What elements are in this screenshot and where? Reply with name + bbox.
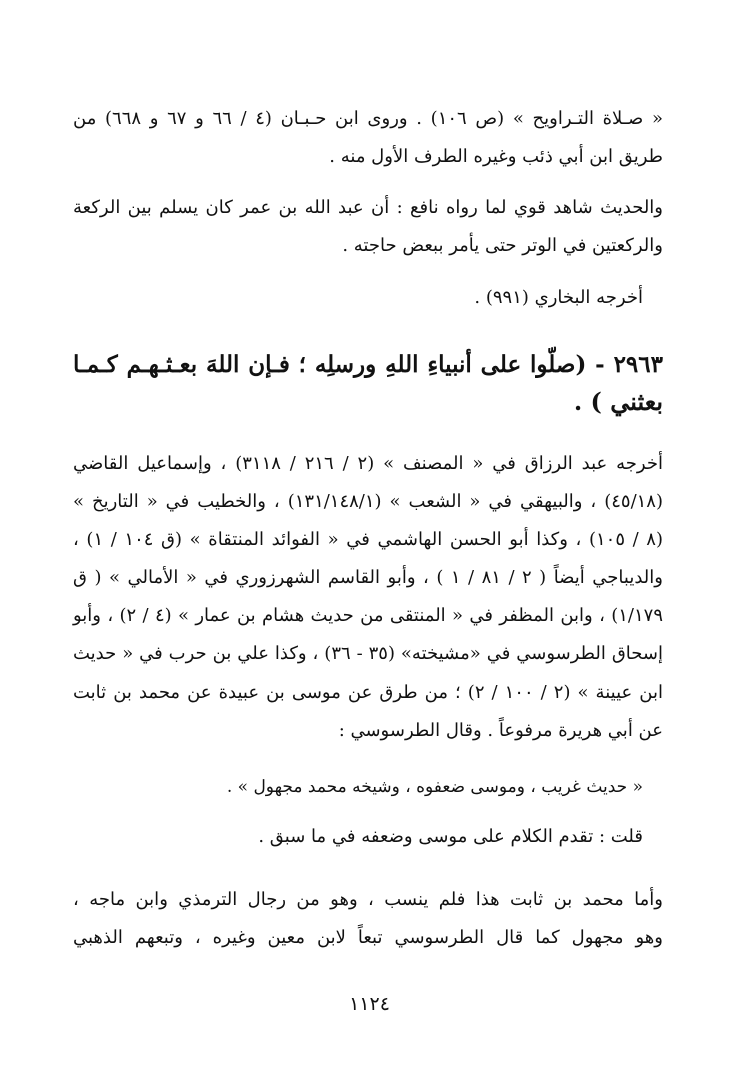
text-line: والديباجي أيضاً ( ٢ / ٨١ / ١ ) ، وأبو القاسم الشهرزوري في « الأمالي » ( ق — [73, 567, 663, 588]
text-line: وأما محمد بن ثابت هذا فلم ينسب ، وهو من رجال الترمذي وابن ماجه ، — [73, 889, 663, 910]
text-line: (٤٥/١٨) ، والبيهقي في « الشعب » (١٣١/١٤٨/١) ، والخطيب في « التاريخ » — [73, 491, 664, 512]
hadith-heading: بعثني ) . — [573, 387, 663, 416]
text-line: أخرجه البخاري (٩٩١) . — [474, 287, 643, 308]
text-line: « صـلاة التـراويح » (ص ١٠٦) . وروى ابن حـبـان (٤ / ٦٦ و ٦٧ و ٦٦٨) من — [73, 108, 664, 129]
text-line: والركعتين في الوتر حتى يأمر ببعض حاجته . — [342, 235, 663, 256]
text-line: أخرجه عبد الرزاق في « المصنف » (٢ / ٢١٦ / ٣١١٨) ، وإسماعيل القاضي — [73, 453, 663, 474]
text-line: عن أبي هريرة مرفوعاً . وقال الطرسوسي : — [338, 720, 663, 741]
quote-line: « حديث غريب ، وموسى ضعفوه ، وشيخه محمد مجهول » . — [226, 777, 643, 797]
text-line: قلت : تقدم الكلام على موسى وضعفه في ما سبق . — [258, 826, 643, 847]
text-line: إسحاق الطرسوسي في «مشيخته» (٣٥ - ٣٦) ، وكذا علي بن حرب في « حديث — [73, 643, 663, 664]
text-line: طريق ابن أبي ذئب وغيره الطرف الأول منه . — [329, 146, 663, 167]
text-line: ابن عيينة » (٢ / ١٠٠ / ٢) ؛ من طرق عن موسى بن عبيدة عن محمد بن ثابت — [73, 682, 663, 703]
hadith-heading: ٢٩٦٣ - (صلّوا على أنبياءِ اللهِ ورسلِه ؛ فـإن اللهَ بعـثـهـم كـمـا — [73, 351, 663, 378]
page-number: ١١٢٤ — [349, 993, 390, 1015]
text-line: (٨ / ١٠٥) ، وكذا أبو الحسن الهاشمي في « الفوائد المنتقاة » (ق ١٠٤ / ١) ، — [73, 529, 663, 550]
text-line: وهو مجهول كما قال الطرسوسي تبعاً لابن معين وغيره ، وتبعهم الذهبي — [73, 927, 663, 948]
text-line: والحديث شاهد قوي لما رواه نافع : أن عبد الله بن عمر كان يسلم بين الركعة — [73, 197, 663, 218]
text-line: ١/١٧٩) ، وابن المظفر في « المنتقى من حديث هشام بن عمار » (٤ / ٢) ، وأبو — [73, 605, 664, 626]
